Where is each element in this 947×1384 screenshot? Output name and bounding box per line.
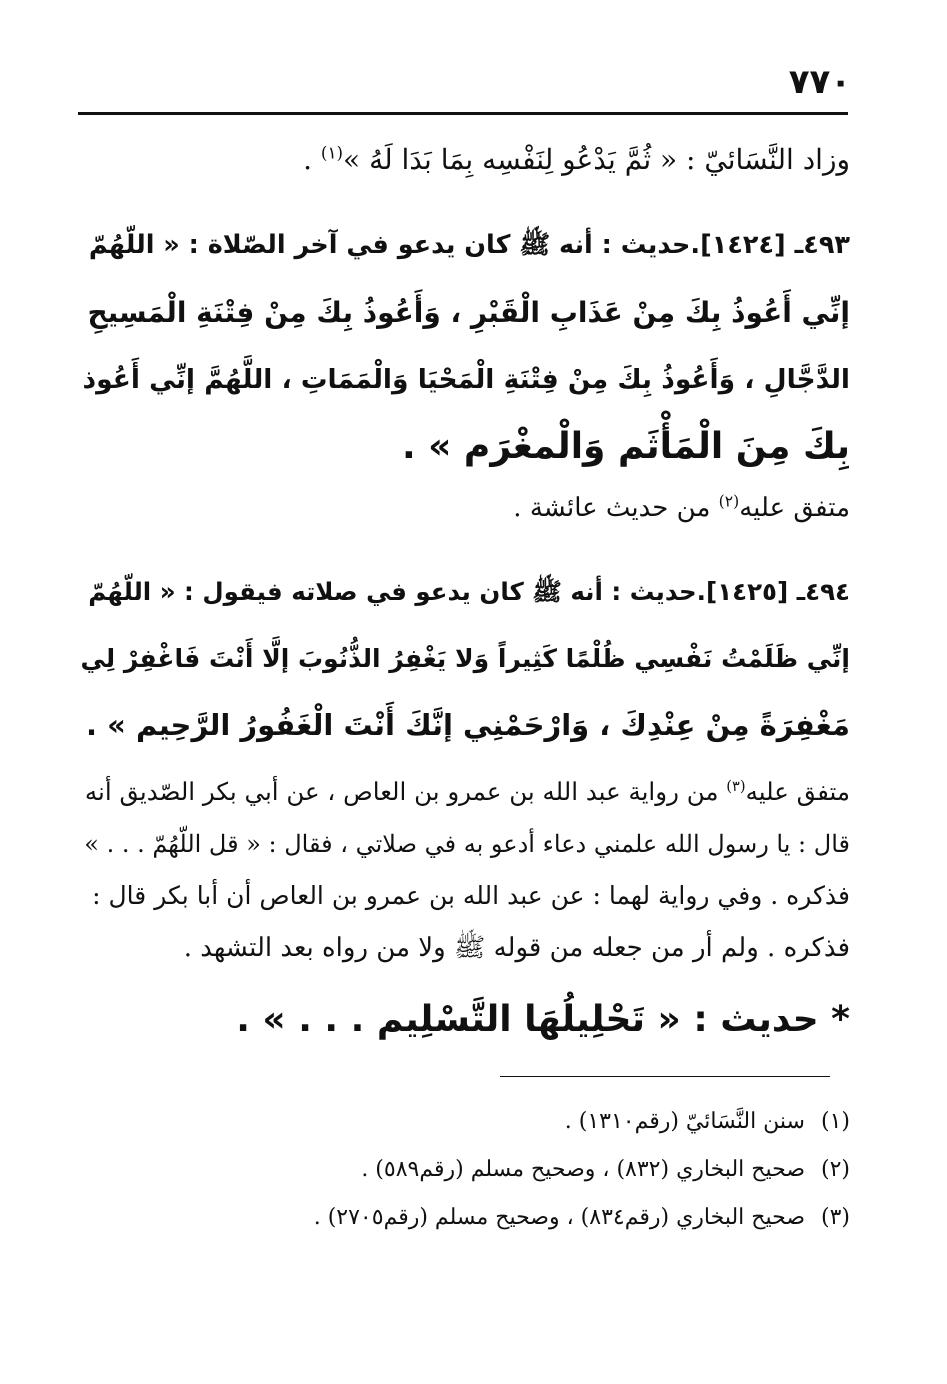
footnote-3-text: صحيح البخاري (رقم٨٣٤) ، وصحيح مسلم (رقم٢٧٠٥) . xyxy=(313,1205,805,1230)
page-number: ٧٧٠ xyxy=(788,62,851,102)
footnote-2 xyxy=(78,1146,850,1194)
intro-paragraph xyxy=(78,138,850,182)
footnotes xyxy=(78,1098,850,1242)
footnote-1-number: (١) xyxy=(820,1109,850,1134)
hadith-tahlil-line: * حديث : « تَحْلِيلُهَا التَّسْلِيم . . . » . xyxy=(236,999,850,1040)
explanation-494 xyxy=(78,766,850,974)
footnote-1 xyxy=(78,1098,850,1146)
hadith-493-line-4: بِكَ مِنَ الْمَأْثَم وَالْمغْرَم » . xyxy=(401,426,850,467)
footnote-ref-1: (١) xyxy=(320,142,344,163)
intro-end: . xyxy=(303,143,321,176)
footnote-ref-2: (٢) xyxy=(718,492,740,511)
header-rule xyxy=(78,112,848,115)
intro-text: وزاد النَّسَائيّ : « ثُمَّ يَدْعُو لِنَفْسِه بِمَا بَدَا لَهُ » xyxy=(343,143,850,176)
footnote-3-number: (٣) xyxy=(820,1205,850,1230)
footnote-1-text: سنن النَّسَائيّ (رقم١٣١٠) . xyxy=(564,1109,805,1134)
source-493-post: من حديث عائشة . xyxy=(513,493,719,523)
explanation-494-post: من رواية عبد الله بن عمرو بن العاص ، عن أبي بكر الصّديق أنه xyxy=(84,777,727,806)
footnote-2-text: صحيح البخاري (٨٣٢) ، وصحيح مسلم (رقم٥٨٩) . xyxy=(361,1157,805,1182)
footnote-ref-3: (٣) xyxy=(726,777,746,795)
source-493-pre: متفق عليه xyxy=(739,493,850,523)
explanation-494-line-2: قال : يا رسول الله علمني دعاء أدعو به في صلاتي ، فقال : « قل اللّهُمّ . . . » xyxy=(84,830,850,858)
source-493-line xyxy=(78,486,850,530)
footnote-rule xyxy=(500,1076,830,1077)
footnote-2-number: (٢) xyxy=(820,1157,850,1182)
hadith-493-line-2: إنِّي أَعُوذُ بِكَ مِنْ عَذَابِ الْقَبْرِ ، وَأَعُوذُ بِكَ مِنْ فِتْنَةِ الْمَسِيحِ xyxy=(87,296,850,329)
explanation-494-line-4: فذكره . ولم أر من جعله من قوله ﷺ ولا من رواه بعد التشهد . xyxy=(183,933,850,963)
hadith-494-line-3: مَغْفِرَةً مِنْ عِنْدِكَ ، وَارْحَمْنِي إنَّكَ أَنْتَ الْغَفُورُ الرَّحِيم » . xyxy=(86,708,850,742)
hadith-494-line-1: ٤٩٤ـ [١٤٢٥].حديث : أنه ﷺ كان يدعو في صلاته فيقول : « اللّهُمّ xyxy=(88,577,850,606)
hadith-494-line-2: إنِّي ظَلَمْتُ نَفْسِي ظُلْمًا كَثِيراً وَلا يَغْفِرُ الذُّنُوبَ إلَّا أَنْتَ فَاغْفِرْ لِي xyxy=(80,644,850,673)
hadith-493-line-3: الدَّجَّالِ ، وَأَعُوذُ بِكَ مِنْ فِتْنَةِ الْمَحْيَا وَالْمَمَاتِ ، اللَّهُمَّ إنِّي أَعُوذ xyxy=(82,364,850,395)
footnote-3 xyxy=(78,1194,850,1242)
hadith-tahlil xyxy=(78,990,850,1050)
explanation-494-line-1 xyxy=(78,766,850,818)
explanation-494-pre: متفق عليه xyxy=(745,777,850,806)
hadith-494 xyxy=(78,558,850,759)
explanation-494-line-3: فذكره . وفي رواية لهما : عن عبد الله بن عمرو بن العاص أن أبا بكر قال : xyxy=(92,881,850,910)
source-493 xyxy=(78,486,850,530)
hadith-493 xyxy=(78,212,850,480)
intro-line xyxy=(78,138,850,182)
hadith-493-line-1: ٤٩٣ـ [١٤٢٤].حديث : أنه ﷺ كان يدعو في آخر الصّلاة : « اللّهُمّ xyxy=(88,230,850,260)
